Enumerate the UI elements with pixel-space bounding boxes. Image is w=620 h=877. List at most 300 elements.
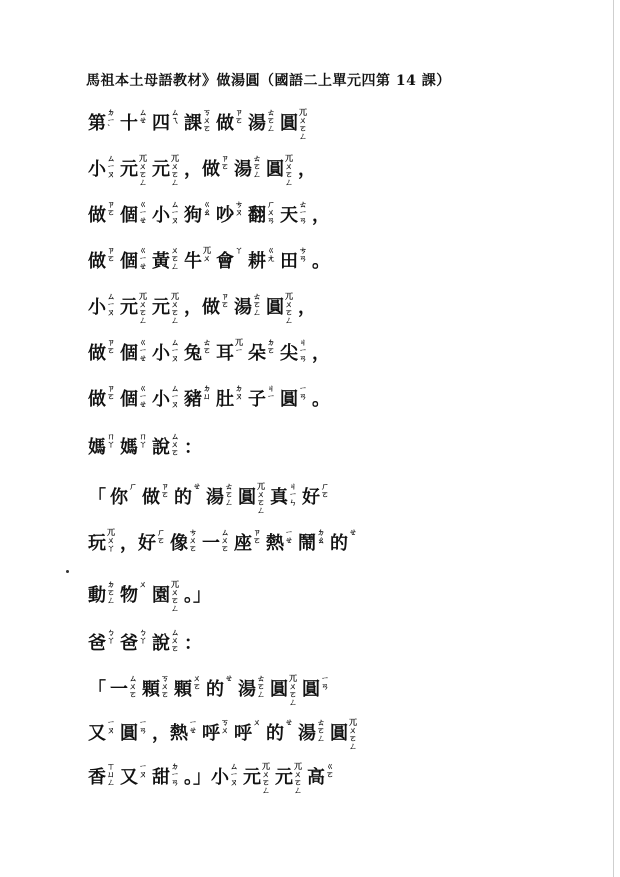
hanzi: 個 xyxy=(120,205,138,226)
character-with-zhuyin xyxy=(120,383,148,414)
hanzi: 玩 xyxy=(88,533,106,554)
zhuyin-annotation: ㄇㄚ xyxy=(139,431,147,449)
hanzi: 的 xyxy=(266,723,284,744)
zhuyin-annotation: ㄗㄛ xyxy=(107,199,115,217)
character-with-zhuyin xyxy=(330,527,358,558)
hanzi: 好 xyxy=(302,487,320,508)
character-with-zhuyin xyxy=(120,199,148,230)
character-with-zhuyin xyxy=(152,717,198,748)
hanzi: 說 xyxy=(152,437,170,458)
character-with-zhuyin xyxy=(216,107,244,138)
zhuyin-annotation: ㄎㄨㄛ xyxy=(203,107,211,133)
character-with-zhuyin xyxy=(142,673,170,704)
character-with-zhuyin xyxy=(184,383,212,414)
zhuyin-annotation: ㄝ xyxy=(193,481,201,491)
character-with-zhuyin xyxy=(184,245,212,276)
hanzi: 說 xyxy=(152,633,170,654)
zhuyin-annotation: ㄏㄨㄢ xyxy=(267,199,275,225)
hanzi: 呼 xyxy=(202,723,220,744)
character-with-zhuyin xyxy=(120,579,148,610)
zhuyin-annotation: ㄫㄨㄛㄥ xyxy=(171,153,179,187)
hanzi: 圓 xyxy=(280,389,298,410)
hanzi: 耕 xyxy=(248,251,266,272)
character-with-zhuyin xyxy=(234,153,262,184)
text-line xyxy=(88,579,558,616)
zhuyin-annotation: ㄙㄟ xyxy=(171,107,179,125)
character-with-zhuyin xyxy=(184,107,212,138)
zhuyin-annotation: ㄍㄛ xyxy=(326,761,334,779)
character-with-zhuyin xyxy=(184,337,212,368)
hanzi: 子 xyxy=(248,389,266,410)
hanzi: 做 xyxy=(88,205,106,226)
hanzi: ： xyxy=(184,633,202,654)
character-with-zhuyin xyxy=(275,761,303,795)
hanzi: 做 xyxy=(142,487,160,508)
scan-edge-line xyxy=(613,0,614,877)
character-with-zhuyin xyxy=(280,199,308,230)
zhuyin-annotation: ㄘㄡ xyxy=(235,199,243,217)
character-with-zhuyin xyxy=(152,107,180,138)
character-with-zhuyin xyxy=(120,245,148,276)
zhuyin-annotation: ㄫㄨ xyxy=(203,245,211,263)
zhuyin-annotation: ㄨ xyxy=(139,579,147,589)
character-with-zhuyin xyxy=(266,153,294,187)
hanzi: 「 xyxy=(88,679,106,700)
hanzi: 耳 xyxy=(216,343,234,364)
hanzi: 圓 xyxy=(330,723,348,744)
character-with-zhuyin xyxy=(280,245,308,276)
character-with-zhuyin xyxy=(234,291,262,322)
zhuyin-annotation: ㄗㄛ xyxy=(107,245,115,263)
hanzi: 一 xyxy=(110,679,128,700)
character-with-zhuyin xyxy=(184,199,212,230)
zhuyin-annotation: ㄙㄧㄡ xyxy=(171,199,179,225)
zhuyin-annotation: ㄏㄛ xyxy=(321,481,329,499)
character-with-zhuyin xyxy=(202,527,230,558)
zhuyin-annotation: ㄅㄚ xyxy=(107,627,115,645)
zhuyin-annotation: ㄨ xyxy=(253,717,261,727)
character-with-zhuyin xyxy=(202,717,230,748)
hanzi: 會 xyxy=(216,251,234,272)
text-line xyxy=(88,527,558,564)
zhuyin-annotation: ㄘㄨㄛ xyxy=(189,527,197,553)
character-with-zhuyin xyxy=(266,527,294,558)
character-with-zhuyin xyxy=(88,579,116,610)
zhuyin-annotation: ㄙㄨㄛ xyxy=(171,431,179,457)
zhuyin-annotation: ㄙㄨㄛ xyxy=(171,627,179,653)
character-with-zhuyin xyxy=(302,481,330,512)
zhuyin-annotation: ㄊㄧㄢ xyxy=(299,199,307,225)
zhuyin-annotation: ㄗㄛ xyxy=(107,383,115,401)
hanzi: 元 xyxy=(120,159,138,180)
character-with-zhuyin xyxy=(88,717,116,748)
zhuyin-annotation: ㄫㄨㄚ xyxy=(107,527,115,553)
zhuyin-annotation: ㄧㄢ xyxy=(321,673,329,691)
zhuyin-annotation: ㄏ xyxy=(129,481,137,491)
character-with-zhuyin xyxy=(312,340,330,368)
hanzi: ，做 xyxy=(184,297,220,318)
hanzi: ， xyxy=(312,205,330,226)
zhuyin-annotation: ㄉㄩ xyxy=(203,383,211,401)
zhuyin-annotation: ㄚ xyxy=(235,245,243,255)
hanzi: 尖 xyxy=(280,343,298,364)
zhuyin-annotation: ㄊㄛ xyxy=(203,337,211,355)
zhuyin-annotation: ㄐㄧㄣ xyxy=(289,481,297,507)
zhuyin-annotation: ㄙㄧㄡ xyxy=(171,383,179,409)
hanzi: 豬 xyxy=(184,389,202,410)
zhuyin-annotation: ㄍㄧㄝ xyxy=(139,245,147,271)
character-with-zhuyin xyxy=(174,481,202,512)
character-with-zhuyin xyxy=(280,107,308,141)
character-with-zhuyin xyxy=(184,153,230,184)
character-with-zhuyin xyxy=(238,673,266,704)
zhuyin-annotation: ㄙㄨㄛ xyxy=(129,673,137,699)
hanzi: 的 xyxy=(330,533,348,554)
hanzi: 小 xyxy=(152,343,170,364)
zhuyin-annotation: ㄊㄛㄥ xyxy=(267,107,275,133)
zhuyin-annotation: ㄨㄛ xyxy=(193,673,201,691)
zhuyin-annotation: ㄍㄠ xyxy=(203,199,211,217)
character-with-zhuyin xyxy=(216,337,244,368)
hanzi: 元 xyxy=(120,297,138,318)
character-with-zhuyin xyxy=(184,291,230,322)
zhuyin-annotation: ㄫㄨㄛㄥ xyxy=(139,153,147,187)
zhuyin-annotation: ㄫㄨㄛㄥ xyxy=(299,107,307,141)
zhuyin-annotation: ㄍㄧㄝ xyxy=(139,199,147,225)
hanzi: 像 xyxy=(170,533,188,554)
character-with-zhuyin xyxy=(312,202,330,230)
zhuyin-annotation: ㄙㄧㄡ xyxy=(230,761,238,787)
zhuyin-annotation: ㄗㄛ xyxy=(107,337,115,355)
character-with-zhuyin xyxy=(243,761,271,795)
zhuyin-annotation: ㄙㄨㄛ xyxy=(221,527,229,553)
hanzi: 個 xyxy=(120,343,138,364)
zhuyin-annotation: ㄧㄝ xyxy=(285,527,293,545)
character-with-zhuyin xyxy=(88,527,116,558)
character-with-zhuyin xyxy=(152,579,180,613)
hanzi: 又 xyxy=(88,723,106,744)
character-with-zhuyin xyxy=(88,153,116,184)
hanzi: 湯 xyxy=(206,487,224,508)
text-line xyxy=(88,761,558,798)
zhuyin-annotation: ㄊㄛㄥ xyxy=(253,153,261,179)
character-with-zhuyin xyxy=(280,383,308,414)
zhuyin-annotation: ㄉㄛ xyxy=(267,337,275,355)
hanzi: 課 xyxy=(184,113,202,134)
character-with-zhuyin xyxy=(88,431,116,462)
character-with-zhuyin xyxy=(120,107,148,138)
character-with-zhuyin xyxy=(248,337,276,368)
zhuyin-annotation: ㄉㄠ xyxy=(317,527,325,545)
character-with-zhuyin xyxy=(270,673,298,707)
character-with-zhuyin xyxy=(184,630,202,658)
character-with-zhuyin xyxy=(152,627,180,658)
zhuyin-annotation: ㄝ xyxy=(349,527,357,537)
zhuyin-annotation: ㄊㄛㄥ xyxy=(225,481,233,507)
hanzi: 顆 xyxy=(142,679,160,700)
character-with-zhuyin xyxy=(120,153,148,187)
zhuyin-annotation: ㄗㄛ xyxy=(161,481,169,499)
text-line xyxy=(88,431,558,468)
hanzi: 香 xyxy=(88,767,106,788)
text-line xyxy=(88,245,558,282)
zhuyin-annotation: ㄍㄤ xyxy=(267,245,275,263)
character-with-zhuyin xyxy=(307,761,335,792)
character-with-zhuyin xyxy=(152,761,180,792)
zhuyin-annotation: ㄉㄛㄥ xyxy=(107,579,115,605)
character-with-zhuyin xyxy=(120,627,148,658)
character-with-zhuyin xyxy=(248,107,276,138)
character-with-zhuyin xyxy=(184,761,239,792)
hanzi: 小 xyxy=(88,159,106,180)
hanzi: 又 xyxy=(120,767,138,788)
zhuyin-annotation: ㄙㄝ xyxy=(139,107,147,125)
hanzi: ，好 xyxy=(120,533,156,554)
character-with-zhuyin xyxy=(152,383,180,414)
hanzi: 。」 xyxy=(184,585,211,606)
character-with-zhuyin xyxy=(234,717,262,748)
character-with-zhuyin xyxy=(88,484,106,512)
hanzi: 小 xyxy=(152,389,170,410)
hanzi: 的 xyxy=(174,487,192,508)
hanzi: 牛 xyxy=(184,251,202,272)
zhuyin-annotation: ㄐㄧ xyxy=(267,383,275,401)
zhuyin-annotation: ㄗㄛ xyxy=(221,153,229,171)
hanzi: 一 xyxy=(202,533,220,554)
hanzi: 。」小 xyxy=(184,767,229,788)
zhuyin-annotation: ㄗㄛ xyxy=(221,291,229,309)
character-with-zhuyin xyxy=(120,291,148,325)
character-with-zhuyin xyxy=(184,582,211,610)
zhuyin-annotation: ㄍㄧㄝ xyxy=(139,383,147,409)
text-line xyxy=(88,717,558,754)
hanzi: 。 xyxy=(312,251,330,272)
character-with-zhuyin xyxy=(302,673,330,704)
zhuyin-annotation: ㄫㄧ xyxy=(235,337,243,355)
hanzi: 狗 xyxy=(184,205,202,226)
character-with-zhuyin xyxy=(170,527,198,558)
hanzi: 高 xyxy=(307,767,325,788)
zhuyin-annotation: ㄍㄧㄝ xyxy=(139,337,147,363)
hanzi: 媽 xyxy=(120,437,138,458)
text-line xyxy=(88,291,558,328)
text-line xyxy=(88,481,558,518)
character-with-zhuyin xyxy=(152,245,180,276)
hanzi: 做 xyxy=(88,343,106,364)
hanzi: 做 xyxy=(216,113,234,134)
hanzi: 園 xyxy=(152,585,170,606)
zhuyin-annotation: ㄉㄡ xyxy=(235,383,243,401)
character-with-zhuyin xyxy=(88,627,116,658)
character-with-zhuyin xyxy=(266,291,294,325)
hanzi: 元 xyxy=(243,767,261,788)
hanzi: 肚 xyxy=(216,389,234,410)
character-with-zhuyin xyxy=(88,199,116,230)
hanzi: 十 xyxy=(120,113,138,134)
hanzi: 第 xyxy=(88,113,106,134)
text-line xyxy=(88,337,558,374)
zhuyin-annotation: ㄫㄨㄛㄥ xyxy=(285,291,293,325)
hanzi: 爸 xyxy=(120,633,138,654)
hanzi: 小 xyxy=(152,205,170,226)
text-line xyxy=(88,199,558,236)
character-with-zhuyin xyxy=(248,199,276,230)
hanzi: ，熱 xyxy=(152,723,188,744)
hanzi: 圓 xyxy=(120,723,138,744)
zhuyin-annotation: ㄧㄢ xyxy=(299,383,307,401)
character-with-zhuyin xyxy=(248,245,276,276)
hanzi: 兔 xyxy=(184,343,202,364)
hanzi: 翻 xyxy=(248,205,266,226)
character-with-zhuyin xyxy=(238,481,266,515)
character-with-zhuyin xyxy=(206,673,234,704)
zhuyin-annotation: ㄨㄛㄥ xyxy=(171,245,179,271)
character-with-zhuyin xyxy=(184,434,202,462)
zhuyin-annotation: ㄎㄨ xyxy=(221,717,229,735)
zhuyin-annotation: ㄗㄛ xyxy=(253,527,261,545)
hanzi: 吵 xyxy=(216,205,234,226)
character-with-zhuyin xyxy=(234,527,262,558)
text-line xyxy=(88,107,558,144)
character-with-zhuyin xyxy=(248,383,276,414)
character-with-zhuyin xyxy=(88,291,116,322)
zhuyin-annotation: ㄅㄚ xyxy=(139,627,147,645)
character-with-zhuyin xyxy=(266,717,294,748)
character-with-zhuyin xyxy=(216,199,244,230)
hanzi: 圓 xyxy=(266,297,284,318)
character-with-zhuyin xyxy=(88,676,106,704)
hanzi: 圓 xyxy=(302,679,320,700)
hanzi: 呼 xyxy=(234,723,252,744)
hanzi: 圓 xyxy=(266,159,284,180)
character-with-zhuyin xyxy=(298,527,326,558)
text-line xyxy=(88,673,558,710)
hanzi: ， xyxy=(298,159,316,180)
zhuyin-annotation: ㄫㄨㄛㄥ xyxy=(171,579,179,613)
character-with-zhuyin xyxy=(88,337,116,368)
hanzi: 圓 xyxy=(270,679,288,700)
zhuyin-annotation: ㄒㄩㄥ xyxy=(107,761,115,787)
hanzi: 顆 xyxy=(174,679,192,700)
zhuyin-annotation: ㄗㄛ xyxy=(235,107,243,125)
zhuyin-annotation: ㄊㄛㄥ xyxy=(317,717,325,743)
character-with-zhuyin xyxy=(120,717,148,748)
hanzi: 湯 xyxy=(238,679,256,700)
zhuyin-annotation: ㄫㄨㄛㄥ xyxy=(139,291,147,325)
zhuyin-annotation: ㄇㄚ xyxy=(107,431,115,449)
hanzi: 湯 xyxy=(248,113,266,134)
hanzi: 真 xyxy=(270,487,288,508)
hanzi: 圓 xyxy=(238,487,256,508)
hanzi: 元 xyxy=(152,297,170,318)
hanzi: ： xyxy=(184,437,202,458)
character-with-zhuyin xyxy=(298,717,326,748)
hanzi: ， xyxy=(298,297,316,318)
hanzi: 物 xyxy=(120,585,138,606)
zhuyin-annotation: ㄊㄛㄥ xyxy=(253,291,261,317)
character-with-zhuyin xyxy=(120,761,148,792)
hanzi: 的 xyxy=(206,679,224,700)
hanzi: 個 xyxy=(120,251,138,272)
hanzi: 朵 xyxy=(248,343,266,364)
character-with-zhuyin xyxy=(110,481,138,512)
character-with-zhuyin xyxy=(152,337,180,368)
character-with-zhuyin xyxy=(206,481,234,512)
hanzi: 你 xyxy=(110,487,128,508)
hanzi: 做 xyxy=(88,389,106,410)
character-with-zhuyin xyxy=(88,107,116,138)
zhuyin-annotation: ㄫㄨㄛㄥ xyxy=(285,153,293,187)
zhuyin-annotation: ㄫㄨㄛㄥ xyxy=(171,291,179,325)
hanzi: 黃 xyxy=(152,251,170,272)
character-with-zhuyin xyxy=(88,245,116,276)
hanzi: 甜 xyxy=(152,767,170,788)
hanzi: 媽 xyxy=(88,437,106,458)
character-with-zhuyin xyxy=(298,156,316,184)
zhuyin-annotation: ㄝ xyxy=(285,717,293,727)
zhuyin-annotation: ㄙㄧㄡ xyxy=(171,337,179,363)
zhuyin-annotation: ㄙㄧㄡ xyxy=(107,291,115,317)
character-with-zhuyin xyxy=(120,337,148,368)
zhuyin-annotation: ㄏㄛ xyxy=(157,527,165,545)
hanzi: 小 xyxy=(88,297,106,318)
zhuyin-annotation: ㄉㄧˋ xyxy=(107,107,115,133)
zhuyin-annotation: ㄧㄡ xyxy=(107,717,115,735)
hanzi: 個 xyxy=(120,389,138,410)
character-with-zhuyin xyxy=(174,673,202,704)
character-with-zhuyin xyxy=(216,383,244,414)
hanzi: 天 xyxy=(280,205,298,226)
character-with-zhuyin xyxy=(120,431,148,462)
character-with-zhuyin xyxy=(110,673,138,704)
character-with-zhuyin xyxy=(152,153,180,187)
zhuyin-annotation: ㄧㄝ xyxy=(189,717,197,735)
hanzi: 鬧 xyxy=(298,533,316,554)
text-line xyxy=(88,627,558,664)
hanzi: 。 xyxy=(312,389,330,410)
zhuyin-annotation: ㄊㄛㄥ xyxy=(257,673,265,699)
zhuyin-annotation: ㄫㄨㄛㄥ xyxy=(294,761,302,795)
hanzi: 元 xyxy=(152,159,170,180)
zhuyin-annotation: ㄫㄨㄛㄥ xyxy=(257,481,265,515)
text-line xyxy=(88,383,558,420)
character-with-zhuyin xyxy=(330,717,358,751)
zhuyin-annotation: ㄫㄨㄛㄥ xyxy=(349,717,357,751)
zhuyin-annotation: ㄉㄧㄢ xyxy=(171,761,179,787)
hanzi: ，做 xyxy=(184,159,220,180)
character-with-zhuyin xyxy=(216,245,244,276)
hanzi: 爸 xyxy=(88,633,106,654)
text-line xyxy=(88,153,558,190)
hanzi: 四 xyxy=(152,113,170,134)
character-with-zhuyin xyxy=(142,481,170,512)
character-with-zhuyin xyxy=(270,481,298,512)
hanzi: 湯 xyxy=(234,159,252,180)
zhuyin-annotation: ㄧㄡ xyxy=(139,761,147,779)
hanzi: 圓 xyxy=(280,113,298,134)
zhuyin-annotation: ㄎㄨㄛ xyxy=(161,673,169,699)
character-with-zhuyin xyxy=(152,291,180,325)
character-with-zhuyin xyxy=(312,386,330,414)
character-with-zhuyin xyxy=(298,294,316,322)
hanzi: ， xyxy=(312,343,330,364)
zhuyin-annotation: ㄘㄢ xyxy=(299,245,307,263)
hanzi: 「 xyxy=(88,487,106,508)
hanzi: 湯 xyxy=(298,723,316,744)
zhuyin-annotation: ㄫㄨㄛㄥ xyxy=(262,761,270,795)
hanzi: 元 xyxy=(275,767,293,788)
character-with-zhuyin xyxy=(120,527,166,558)
